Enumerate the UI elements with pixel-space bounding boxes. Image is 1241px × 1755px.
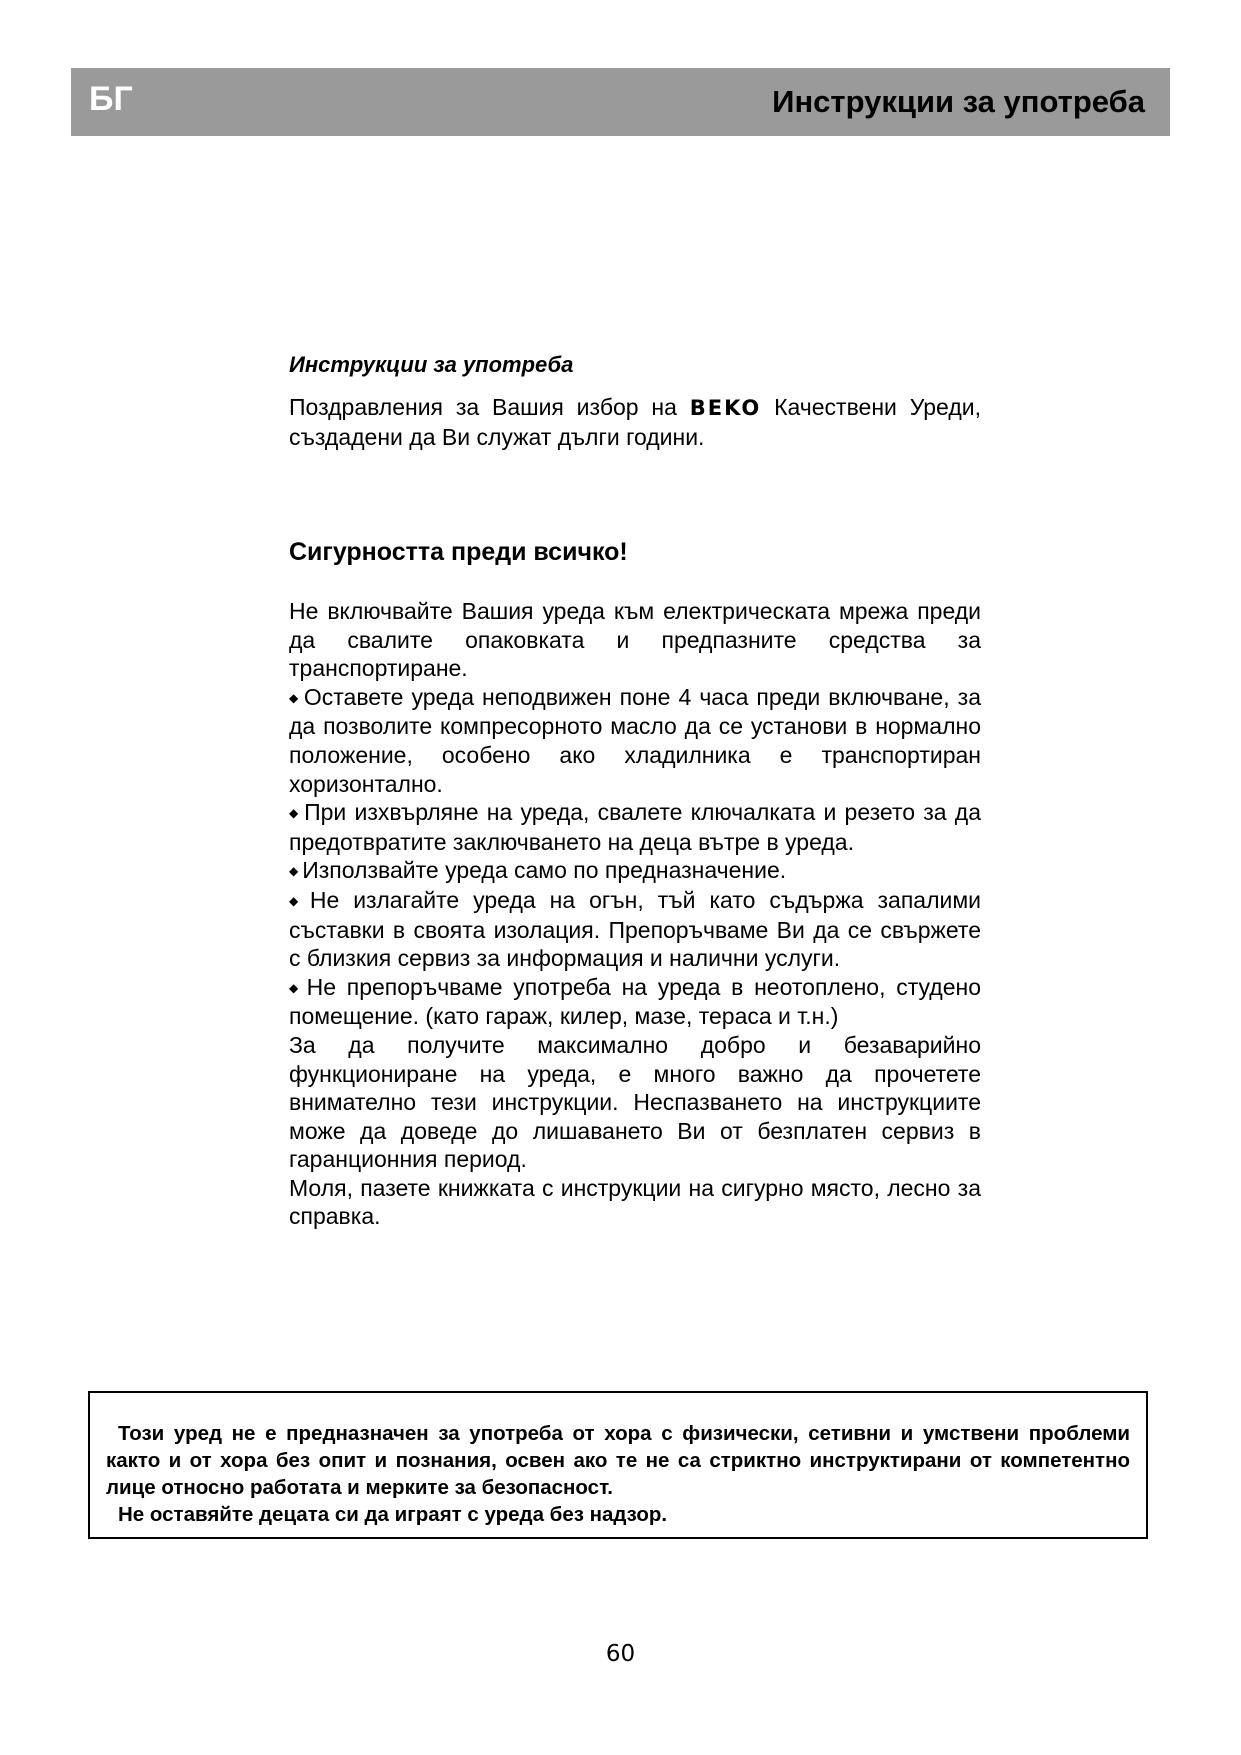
safety-paragraph-1: Не включвайте Вашия уреда към електрическата мрежа преди да свалите опаковката и предпазните средства за транспортиране.: [289, 598, 981, 682]
language-label: БГ: [89, 80, 133, 118]
bullet-item: [289, 886, 981, 973]
brand-logo: BEKO: [689, 396, 762, 420]
notice-line-1: Този уред не е предназначен за употреба от хора с физически, сетивни и умствени проблеми както и от хора без опит и познания, освен ако те не са стриктно инструктирани от компетентно лице относно работата и мерките за безопасност.: [106, 1422, 1130, 1499]
header-title: Инструкции за употреба: [772, 84, 1145, 119]
header-band: [71, 68, 1170, 136]
safety-paragraph-3: Моля, пазете книжката с инструкции на сигурно място, лесно за справка.: [289, 1174, 981, 1230]
safety-paragraph-2: За да получите максимално добро и безаварийно функциониране на уреда, е много важно да прочетете внимателно тези инструкции. Неспазването на инструкциите може да доведе до лишаването Ви от безплатен сервиз в гаранционния период.: [289, 1031, 981, 1173]
bullet-item: [289, 973, 981, 1031]
safety-body: [289, 597, 981, 1231]
notice-line-2: Не оставяйте децата си да играят с уреда без надзор.: [118, 1503, 668, 1526]
bullet-text: Не препоръчваме употреба на уреда в неотоплено, студено помещение. (като гараж, килер, мазе, тераса и т.н.): [289, 973, 981, 1030]
notice-box: [88, 1391, 1148, 1539]
bullet-item: [289, 856, 981, 886]
bullet-text: Оставете уреда неподвижен поне 4 часа преди включване, за да позволите компресорното масло да се установи в нормално положение, особено ако хладилника е транспортиран хоризонтално.: [289, 683, 981, 797]
safety-heading: Сигурността преди всичко!: [289, 538, 628, 566]
bullet-text: Използвайте уреда само по предназначение.: [302, 857, 787, 884]
bullet-text: Не излагайте уреда на огън, тъй като съдържа запалими съставки в своята изолация. Препоръчваме Ви да се свържете с близкия сервиз за информация и налични услуги.: [289, 886, 981, 972]
diamond-bullet-icon: ◆: [289, 893, 306, 908]
intro-text: [289, 393, 981, 452]
intro-heading: Инструкции за употреба: [289, 352, 574, 377]
page-number: 60: [605, 1641, 636, 1667]
intro-text-after-brand: Качествени Уреди, създадени да Ви служат дълги години.: [289, 394, 982, 450]
intro-text-before-brand: Поздравления за Вашия избор на: [289, 394, 690, 420]
diamond-bullet-icon: ◆: [289, 864, 299, 879]
notice-content: [106, 1420, 1130, 1528]
diamond-bullet-icon: ◆: [289, 806, 301, 821]
bullet-text: При изхвърляне на уреда, свалете ключалката и резето за да предотвратите заключването на деца вътре в уреда.: [289, 799, 982, 855]
bullet-item: [289, 798, 981, 856]
diamond-bullet-icon: ◆: [289, 690, 300, 705]
diamond-bullet-icon: ◆: [289, 980, 303, 995]
bullet-item: [289, 683, 981, 798]
